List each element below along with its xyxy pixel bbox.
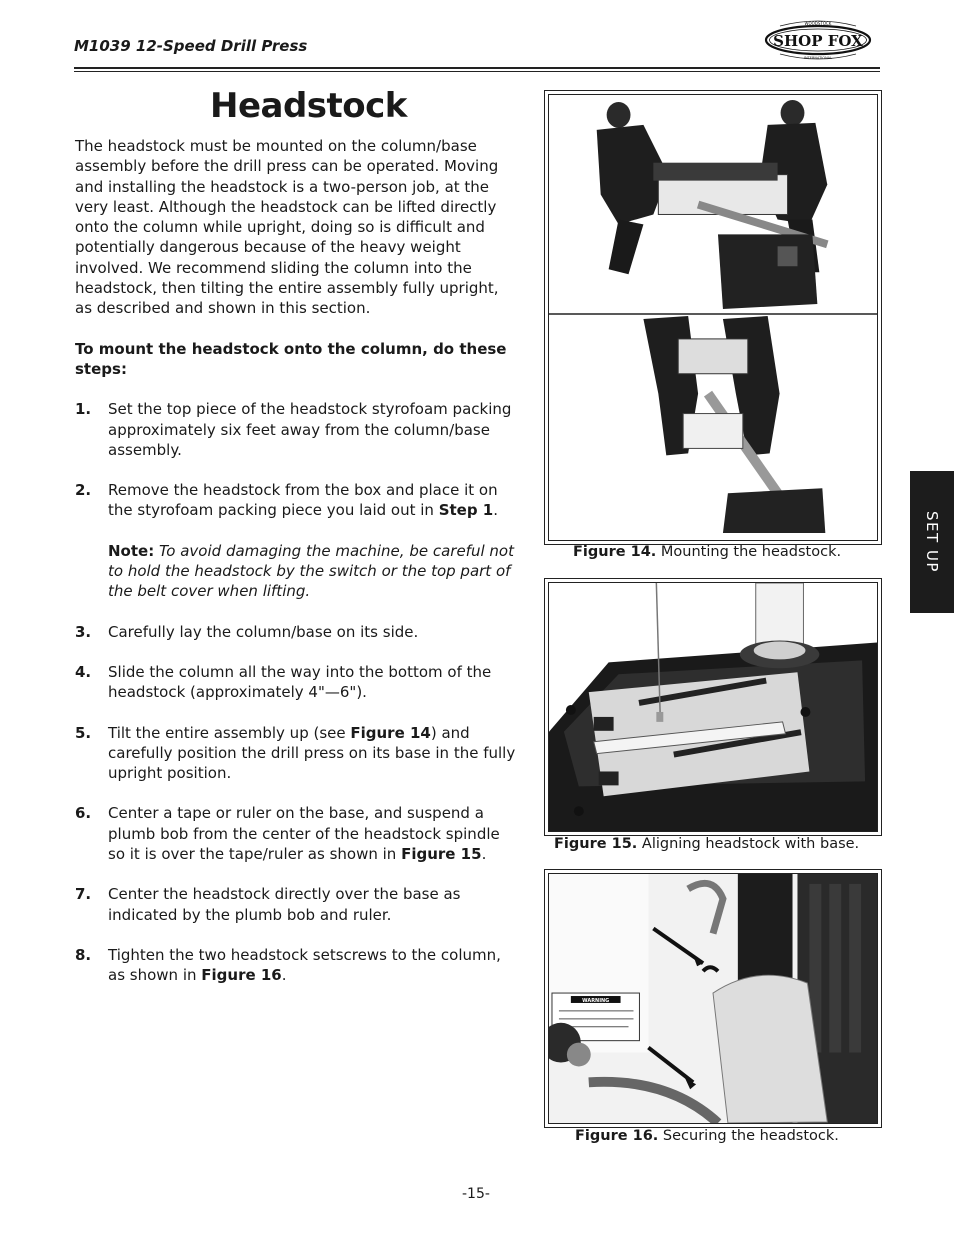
figure-label: Figure 16. [575, 1128, 659, 1144]
section-tab-set-up [910, 471, 954, 613]
svg-text:INTERNATIONAL: INTERNATIONAL [803, 56, 833, 60]
page-number: -15- [462, 1186, 490, 1202]
caption-text: Aligning headstock with base. [641, 836, 860, 852]
step-6: 6. Center a tape or ruler on the base, and suspend a plumb bob from the center of the headstock spindle so it is over the tape/ruler as shown in Figure 15. [75, 804, 500, 864]
figure-reference: Figure 15 [401, 845, 482, 864]
step-3 [75, 622, 520, 642]
step-2: 2. Remove the headstock from the box and place it on the styrofoam packing piece you laid out in Step 1. Note: To avoid damaging the machine, be careful not to hold the headstock by the switch or the top part of the belt cover when lifting. [75, 480, 520, 601]
step-text: Center a tape or ruler on the base, and suspend a plumb bob from the center of the headstock spindle so it is over the tape/ruler as shown in [108, 804, 500, 864]
caption-text: Securing the headstock. [662, 1128, 839, 1144]
section-title: Headstock [210, 86, 407, 126]
note [108, 541, 520, 602]
caption-text: Mounting the headstock. [660, 544, 842, 560]
step-4 [75, 662, 520, 703]
intro-paragraph: The headstock must be mounted on the column/base assembly before the drill press can be operated. Moving and installing the headstock is a two-person job, at the very least. Although the headstock can be lifted directly onto the column while upright, doing so is difficult and potentially dangerous because of the heavy weight involved. We recommend sliding the column into the headstock, then tilting the entire assembly fully upright, as described and shown in this section. [75, 137, 499, 318]
step-7 [75, 884, 520, 925]
step-number: 8. [75, 945, 92, 964]
step-text: Carefully lay the column/base on its side. [108, 622, 419, 641]
step-number: 2. [75, 481, 92, 500]
figure-16-caption [575, 1128, 839, 1144]
figure-15-photo [548, 582, 878, 832]
shop-fox-logo [764, 18, 872, 62]
step-text: Remove the headstock from the box and place it on the styrofoam packing piece you laid out in [108, 481, 498, 520]
figure-label: Figure 15. [554, 836, 638, 852]
step-number: 4. [75, 662, 92, 681]
steps-lead: To mount the headstock onto the column, do these steps: [75, 339, 507, 378]
step-text: Tilt the entire assembly up (see [108, 723, 351, 742]
logo-text: SHOP FOX [773, 32, 863, 50]
header-rule-thin [74, 71, 880, 72]
step-number: 3. [75, 622, 92, 641]
header-rule [74, 67, 880, 69]
step-number: 1. [75, 400, 92, 419]
figure-14-caption [573, 544, 841, 560]
step-5: 5. Tilt the entire assembly up (see Figure 14) and carefully position the drill press on its base in the fully upright position. [75, 723, 516, 783]
step-number: 5. [75, 723, 92, 742]
figure-16-frame [544, 869, 882, 1128]
figure-label: Figure 14. [573, 544, 657, 560]
figure-15-frame [544, 578, 882, 836]
step-text: Set the top piece of the headstock styrofoam packing approximately six feet away from the column/base assembly. [108, 400, 512, 459]
figure-15-caption [554, 836, 859, 852]
svg-text:WOODSTOCK: WOODSTOCK [804, 21, 832, 26]
step-8: 8. Tighten the two headstock setscrews to the column, as shown in Figure 16. [75, 945, 501, 985]
step-text: Center the headstock directly over the base as indicated by the plumb bob and ruler. [108, 885, 461, 924]
figure-14-frame [544, 90, 882, 545]
document-title: M1039 12-Speed Drill Press [74, 37, 308, 55]
note-label: Note: [108, 541, 155, 560]
figure-14-photo [548, 94, 878, 541]
step-text: Slide the column all the way into the bottom of the headstock (approximately 4"—6"). [108, 662, 492, 702]
figure-reference: Figure 14 [350, 723, 431, 742]
step-number: 7. [75, 885, 92, 904]
note-text: To avoid damaging the machine, be careful not to hold the headstock by the switch or the top part of the belt cover when lifting. [108, 541, 514, 601]
figure-16-photo [548, 873, 878, 1124]
step-1 [75, 399, 520, 460]
step-reference: Step 1 [438, 501, 494, 520]
figure-reference: Figure 16 [201, 966, 282, 985]
section-tab-label: SET UP [923, 511, 941, 573]
instruction-column [75, 136, 520, 1006]
step-number: 6. [75, 804, 92, 823]
step-text: Tighten the two headstock setscrews to the column, as shown in [108, 945, 501, 985]
warning-label: WARNING [582, 997, 610, 1004]
